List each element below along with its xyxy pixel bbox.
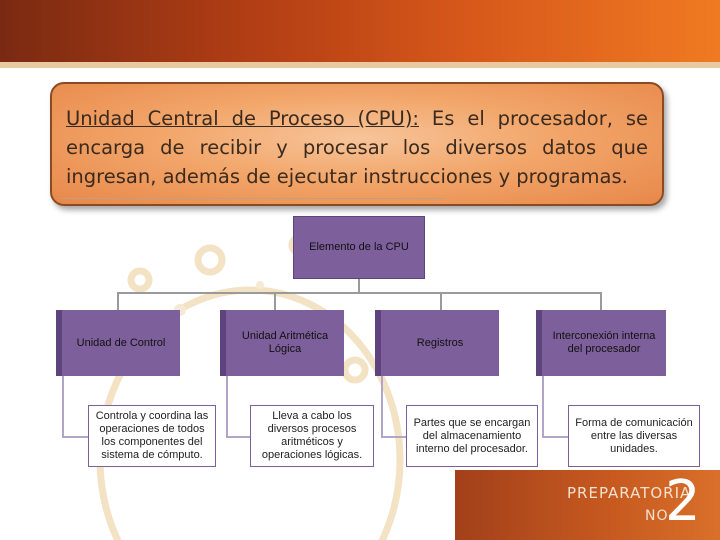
- cpu-definition-text: [66, 104, 648, 191]
- logo-no: NO.: [645, 508, 674, 524]
- branch-drop-3: [440, 292, 442, 310]
- cpu-term: Unidad Central de Proceso (CPU):: [66, 107, 419, 130]
- desc-connector-4: [542, 376, 568, 438]
- desc-registros: Partes que se encargan del almacenamiento interno del procesador.: [406, 405, 538, 467]
- cpu-definition: Es el procesador, se encarga de recibir y procesar los diversos datos que ingresan, además de ejecutar instrucciones y programas.: [66, 107, 648, 188]
- cpu-definition-callout: [50, 82, 664, 206]
- logo-number: 2: [665, 469, 701, 534]
- root-node: Elemento de la CPU: [293, 216, 425, 279]
- node-interconexion-interna: Interconexión interna del procesador: [536, 310, 666, 376]
- divider-line: [60, 198, 445, 199]
- node-unidad-aritmetica-logica: Unidad Aritmética Lógica: [220, 310, 344, 376]
- desc-unidad-aritmetica-logica: Lleva a cabo los diversos procesos aritméticos y operaciones lógicas.: [250, 405, 374, 467]
- branch-drop-2: [274, 292, 276, 310]
- branch-bar: [117, 292, 602, 294]
- preparatoria-logo: [455, 470, 720, 540]
- branch-drop-1: [117, 292, 119, 310]
- desc-interconexion-interna: Forma de comunicación entre las diversas unidades.: [568, 405, 700, 467]
- root-connector: [358, 279, 360, 293]
- desc-connector-3: [381, 376, 406, 438]
- node-unidad-de-control: Unidad de Control: [56, 310, 180, 376]
- desc-connector-2: [226, 376, 250, 438]
- desc-connector-1: [62, 376, 88, 438]
- top-stripe: [0, 62, 720, 68]
- desc-unidad-de-control: Controla y coordina las operaciones de todos los componentes del sistema de cómputo.: [88, 405, 216, 467]
- top-banner: [0, 0, 720, 62]
- logo-word: PREPARATORIA: [567, 484, 692, 502]
- node-registros: Registros: [375, 310, 499, 376]
- branch-drop-4: [600, 292, 602, 310]
